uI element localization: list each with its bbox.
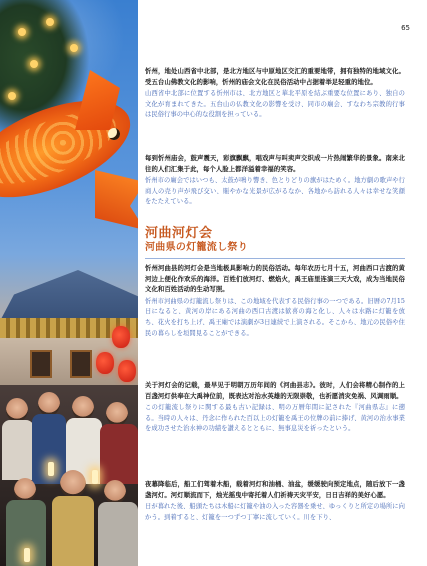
child-clothing [52,496,94,566]
child [60,470,86,498]
section-heading [145,226,405,259]
person [6,398,28,422]
string-light [46,18,54,26]
person [104,480,126,504]
heading-divider [145,258,405,259]
person [38,392,60,416]
paragraph-xinzhou-intro [145,66,405,121]
paragraph-ja: 忻州市の廟会ではいつも、太鼓が鳴り響き、色とりどりの旗がはためく。地方劇の歌声や行商人の売り声が飛び交い、賑やかな光景が広がるなか、各地から訪れる人々は幸せな笑顔をたたえている。 [145,177,405,206]
paragraph-ja: 忻州市河曲県の灯籠流し祭りは、この地域を代表する民俗行事の一つである。旧暦の7月15日になると、黄河の岸にある河曲の西口古渡は歓喜の海と化し、人々は水路に灯籠を放ち、花火を打ち上げ、禹王廟では演劇が3日連続で上演される。そこから、地元の民俗や住民の暮らしを垣間見ることができる。 [145,297,405,337]
temple-window [30,350,52,378]
carp-lantern-eye [108,128,120,140]
person [72,396,94,420]
paragraph-zh: 忻州，地处山西省中北部，是北方地区与中原地区交汇的重要地带，拥有独特的地域文化。受五台山佛教文化的影响，忻州的庙会文化在民俗活动中占据着举足轻重的地位。 [145,67,405,86]
string-light [18,28,26,36]
string-light [70,44,78,52]
temple-window [70,350,92,378]
person-clothing [2,420,34,480]
person-clothing [100,424,138,484]
paragraph-zh: 夜幕降临后，船工们驾着木船，载着河灯和油桶、油盆，缓缓驶向预定地点，随后放下一盏盏河灯。河灯顺流而下，烛光摇曳中寄托着人们祈祷天灾平安，日日吉祥的美好心愿。 [145,480,405,499]
person [14,478,36,502]
paragraph-ja: 山西省中北部に位置する忻州市は、北方地区と華北平原を結ぶ重要な位置にあり、独自の文化が育まれてきた。五台山の仏教文化の影響を受け、同市の廟会、すなわち宗教的行事は民俗行事の中心的な役割を担っている。 [145,90,405,119]
paragraph-ja: 日が暮れた後、船頭たちは木船に灯籠や油の入った容器を乗せ、ゆっくりと所定の場所に向かう。到着すると、灯籠を一つずつ丁寧に流していく。川を下り、 [145,503,405,521]
string-light [8,92,16,100]
candle-light [48,462,54,476]
candle-light [24,548,30,562]
candle-light [92,470,98,484]
red-lantern [96,352,114,374]
paragraph-zh: 忻州河曲县的河灯会是当地极具影响力的民俗活动。每年农历七月十五，河曲西口古渡的黄河边上便化作欢乐的海洋。百姓们放河灯、燃焰火，禹王庙里连演三天大戏，成为当地民俗文化和百姓活动的生动写照。 [145,264,405,294]
paragraph-temple-fair [145,153,405,208]
paragraph-night-boats [145,479,405,523]
paragraph-history [145,380,405,435]
paragraph-ja: この灯籠流し祭りに関する最も古い記録は、明の万暦年間に記された『河曲県志』に遡る。当時の人々は、丹念に作られた百以上の灯籠を禹王の位牌の前に捧げ、黄河の治水事業を成功させた治水神の功績を讃えるとともに、無事息災を祈ったという。 [145,404,405,433]
string-light [30,60,38,68]
carp-lantern-tail [95,170,138,230]
heading-ja: 河曲県の灯籠流し祭り [145,242,248,253]
person-clothing [98,502,138,566]
paragraph-zh: 每到忻州庙会，鼓声震天，彩旗飘飘，唱戏声与叫卖声交织成一片热闹繁华的景象。南来北往的人们汇集于此，每个人脸上都洋溢着幸福的笑容。 [145,154,405,173]
festival-photo [0,0,138,566]
person [106,402,128,426]
red-lantern [112,326,130,348]
red-lantern [118,360,136,382]
heading-zh: 河曲河灯会 [145,226,213,241]
page-number: 65 [401,24,410,32]
paragraph-hequ-festival [145,263,405,339]
paragraph-zh: 关于河灯会的记载，最早见于明朝万历年间的《河曲县志》。彼时，人们会将精心制作的上百盏河灯供奉在大禹神位前，既表达对治水英雄的无限崇敬，也祈愿消灾免祸、风调雨顺。 [145,381,405,400]
